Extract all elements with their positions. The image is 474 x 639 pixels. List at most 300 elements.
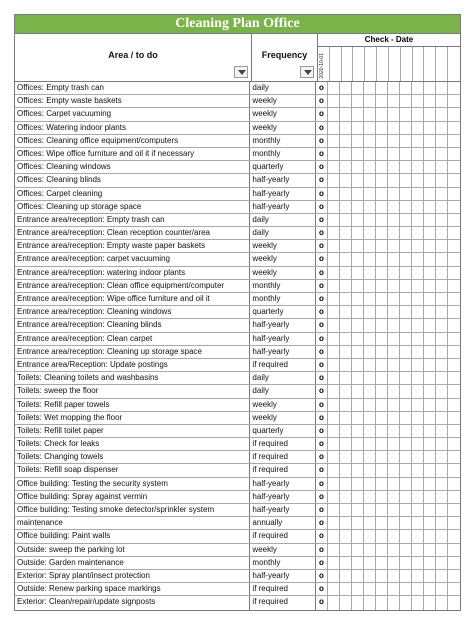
check-cell[interactable] [364, 530, 376, 542]
check-cell[interactable] [352, 399, 364, 411]
check-cell[interactable] [364, 293, 376, 305]
check-cell[interactable] [412, 122, 424, 134]
frequency-cell[interactable]: half-yearly [250, 174, 316, 186]
check-cell[interactable] [400, 240, 412, 252]
check-cell[interactable] [424, 530, 436, 542]
check-cell[interactable]: o [316, 530, 328, 542]
date-column-cell[interactable] [342, 47, 354, 81]
check-cell[interactable] [448, 451, 460, 463]
check-cell[interactable] [412, 570, 424, 582]
check-cell[interactable] [376, 544, 388, 556]
check-cell[interactable]: o [316, 570, 328, 582]
check-cell[interactable]: o [316, 557, 328, 569]
check-cell[interactable] [352, 570, 364, 582]
check-cell[interactable] [352, 201, 364, 213]
check-cell[interactable] [364, 95, 376, 107]
check-cell[interactable] [388, 201, 400, 213]
frequency-cell[interactable]: weekly [250, 399, 316, 411]
check-cell[interactable] [388, 227, 400, 239]
check-cell[interactable] [364, 201, 376, 213]
task-cell[interactable]: Offices: Cleaning up storage space [15, 201, 250, 213]
task-cell[interactable]: Entrance area/reception: Clean office equipment/computer [15, 280, 250, 292]
check-cell[interactable] [436, 319, 448, 331]
check-cell[interactable] [448, 227, 460, 239]
check-cell[interactable]: o [316, 122, 328, 134]
task-cell[interactable]: Offices: Carpet vacuuming [15, 108, 250, 120]
check-cell[interactable] [388, 451, 400, 463]
frequency-cell[interactable]: daily [250, 214, 316, 226]
frequency-cell[interactable]: weekly [250, 412, 316, 424]
check-cell[interactable] [376, 412, 388, 424]
task-cell[interactable]: Offices: Cleaning windows [15, 161, 250, 173]
check-cell[interactable] [376, 385, 388, 397]
check-cell[interactable] [412, 240, 424, 252]
frequency-cell[interactable]: if required [250, 359, 316, 371]
check-cell[interactable] [328, 517, 340, 529]
check-cell[interactable] [340, 306, 352, 318]
task-cell[interactable]: maintenance [15, 517, 250, 529]
check-cell[interactable] [328, 201, 340, 213]
check-cell[interactable] [424, 385, 436, 397]
check-cell[interactable] [364, 544, 376, 556]
check-cell[interactable] [376, 451, 388, 463]
date-column-cell[interactable] [330, 47, 342, 81]
task-cell[interactable]: Toilets: Refill paper towels [15, 399, 250, 411]
check-cell[interactable] [364, 359, 376, 371]
task-cell[interactable]: Offices: Empty trash can [15, 82, 250, 94]
check-cell[interactable] [424, 319, 436, 331]
task-cell[interactable]: Offices: Cleaning office equipment/computers [15, 135, 250, 147]
task-cell[interactable]: Entrance area/reception: Cleaning windows [15, 306, 250, 318]
task-cell[interactable]: Offices: Cleaning blinds [15, 174, 250, 186]
check-cell[interactable] [352, 359, 364, 371]
date-column-cell[interactable] [318, 47, 330, 81]
check-cell[interactable] [424, 267, 436, 279]
check-cell[interactable] [448, 596, 460, 609]
check-cell[interactable] [328, 504, 340, 516]
check-cell[interactable] [424, 583, 436, 595]
check-cell[interactable]: o [316, 372, 328, 384]
check-cell[interactable] [388, 359, 400, 371]
check-cell[interactable] [352, 161, 364, 173]
check-cell[interactable] [436, 596, 448, 609]
check-cell[interactable] [376, 280, 388, 292]
check-cell[interactable] [352, 517, 364, 529]
check-cell[interactable]: o [316, 293, 328, 305]
check-cell[interactable] [388, 530, 400, 542]
check-cell[interactable] [364, 188, 376, 200]
check-cell[interactable]: o [316, 478, 328, 490]
check-cell[interactable] [340, 82, 352, 94]
check-cell[interactable] [412, 108, 424, 120]
check-cell[interactable] [328, 530, 340, 542]
check-cell[interactable] [436, 425, 448, 437]
task-cell[interactable]: Toilets: Cleaning toilets and washbasins [15, 372, 250, 384]
check-cell[interactable] [352, 293, 364, 305]
check-cell[interactable] [340, 530, 352, 542]
check-cell[interactable] [436, 240, 448, 252]
check-cell[interactable] [364, 557, 376, 569]
check-cell[interactable] [364, 319, 376, 331]
check-cell[interactable]: o [316, 135, 328, 147]
check-cell[interactable] [424, 596, 436, 609]
check-cell[interactable] [424, 557, 436, 569]
check-cell[interactable] [448, 478, 460, 490]
check-cell[interactable] [436, 214, 448, 226]
check-cell[interactable]: o [316, 464, 328, 476]
check-cell[interactable] [352, 544, 364, 556]
frequency-cell[interactable]: monthly [250, 293, 316, 305]
check-cell[interactable] [412, 478, 424, 490]
check-cell[interactable] [412, 293, 424, 305]
check-cell[interactable] [340, 346, 352, 358]
check-cell[interactable] [340, 201, 352, 213]
check-cell[interactable] [388, 385, 400, 397]
check-cell[interactable] [340, 108, 352, 120]
check-cell[interactable] [400, 596, 412, 609]
check-cell[interactable] [328, 148, 340, 160]
check-cell[interactable] [328, 596, 340, 609]
check-cell[interactable] [328, 451, 340, 463]
check-cell[interactable] [424, 544, 436, 556]
check-cell[interactable] [400, 412, 412, 424]
check-cell[interactable] [340, 425, 352, 437]
check-cell[interactable] [436, 491, 448, 503]
check-cell[interactable] [352, 346, 364, 358]
check-cell[interactable] [424, 95, 436, 107]
check-cell[interactable] [364, 412, 376, 424]
check-cell[interactable] [364, 399, 376, 411]
check-cell[interactable] [436, 108, 448, 120]
check-cell[interactable] [340, 491, 352, 503]
check-cell[interactable] [328, 253, 340, 265]
check-cell[interactable] [328, 544, 340, 556]
check-cell[interactable] [328, 95, 340, 107]
check-cell[interactable] [448, 135, 460, 147]
check-cell[interactable] [340, 385, 352, 397]
check-cell[interactable] [412, 425, 424, 437]
check-cell[interactable] [448, 214, 460, 226]
check-cell[interactable] [388, 504, 400, 516]
check-cell[interactable] [388, 214, 400, 226]
check-cell[interactable] [436, 148, 448, 160]
check-cell[interactable]: o [316, 82, 328, 94]
task-cell[interactable]: Office building: Paint walls [15, 530, 250, 542]
check-cell[interactable] [412, 359, 424, 371]
check-cell[interactable] [376, 148, 388, 160]
frequency-cell[interactable]: half-yearly [250, 346, 316, 358]
check-cell[interactable] [376, 95, 388, 107]
check-cell[interactable] [388, 557, 400, 569]
check-cell[interactable] [400, 464, 412, 476]
check-cell[interactable] [328, 425, 340, 437]
check-cell[interactable] [436, 517, 448, 529]
task-cell[interactable]: Offices: Watering indoor plants [15, 122, 250, 134]
check-cell[interactable] [388, 280, 400, 292]
check-cell[interactable] [376, 253, 388, 265]
check-cell[interactable] [400, 438, 412, 450]
check-cell[interactable] [448, 240, 460, 252]
check-cell[interactable] [388, 425, 400, 437]
task-cell[interactable]: Entrance area/reception: Cleaning up storage space [15, 346, 250, 358]
check-cell[interactable] [376, 174, 388, 186]
check-cell[interactable] [412, 399, 424, 411]
check-cell[interactable] [412, 227, 424, 239]
check-cell[interactable] [352, 188, 364, 200]
check-cell[interactable] [376, 517, 388, 529]
check-cell[interactable] [412, 372, 424, 384]
check-cell[interactable] [340, 438, 352, 450]
check-cell[interactable] [352, 504, 364, 516]
check-cell[interactable] [424, 451, 436, 463]
check-cell[interactable] [352, 148, 364, 160]
check-cell[interactable] [376, 596, 388, 609]
check-cell[interactable] [352, 95, 364, 107]
check-cell[interactable]: o [316, 333, 328, 345]
check-cell[interactable] [352, 451, 364, 463]
frequency-cell[interactable]: half-yearly [250, 319, 316, 331]
task-cell[interactable]: Entrance area/reception: Clean carpet [15, 333, 250, 345]
check-cell[interactable] [400, 385, 412, 397]
check-cell[interactable] [376, 201, 388, 213]
check-cell[interactable] [448, 267, 460, 279]
check-cell[interactable] [436, 530, 448, 542]
task-cell[interactable]: Entrance area/reception: Cleaning blinds [15, 319, 250, 331]
frequency-cell[interactable]: weekly [250, 108, 316, 120]
check-cell[interactable] [400, 504, 412, 516]
check-cell[interactable] [400, 214, 412, 226]
task-cell[interactable]: Entrance area/reception: Empty trash can [15, 214, 250, 226]
frequency-cell[interactable]: half-yearly [250, 570, 316, 582]
check-cell[interactable] [424, 253, 436, 265]
check-cell[interactable] [448, 346, 460, 358]
check-cell[interactable] [448, 464, 460, 476]
check-cell[interactable] [448, 504, 460, 516]
check-cell[interactable]: o [316, 438, 328, 450]
frequency-cell[interactable]: if required [250, 530, 316, 542]
check-cell[interactable]: o [316, 253, 328, 265]
check-cell[interactable] [328, 491, 340, 503]
frequency-cell[interactable]: monthly [250, 135, 316, 147]
check-cell[interactable] [328, 319, 340, 331]
check-cell[interactable] [328, 240, 340, 252]
check-cell[interactable] [340, 451, 352, 463]
check-cell[interactable] [424, 504, 436, 516]
frequency-cell[interactable]: weekly [250, 240, 316, 252]
check-cell[interactable] [340, 359, 352, 371]
check-cell[interactable] [364, 161, 376, 173]
check-cell[interactable] [364, 174, 376, 186]
check-cell[interactable] [328, 412, 340, 424]
check-cell[interactable] [424, 161, 436, 173]
check-cell[interactable] [412, 148, 424, 160]
check-cell[interactable] [400, 544, 412, 556]
check-cell[interactable] [364, 504, 376, 516]
check-cell[interactable] [448, 95, 460, 107]
check-cell[interactable] [412, 491, 424, 503]
frequency-cell[interactable]: monthly [250, 148, 316, 160]
check-cell[interactable] [448, 359, 460, 371]
check-cell[interactable] [364, 372, 376, 384]
check-cell[interactable] [328, 122, 340, 134]
check-cell[interactable] [376, 583, 388, 595]
check-cell[interactable] [352, 530, 364, 542]
check-cell[interactable] [436, 267, 448, 279]
check-cell[interactable] [400, 253, 412, 265]
check-cell[interactable] [412, 464, 424, 476]
check-cell[interactable] [376, 135, 388, 147]
check-cell[interactable] [448, 438, 460, 450]
task-cell[interactable]: Toilets: Wet mopping the floor [15, 412, 250, 424]
check-cell[interactable] [328, 214, 340, 226]
check-cell[interactable]: o [316, 451, 328, 463]
check-cell[interactable] [412, 557, 424, 569]
date-column-cell[interactable] [436, 47, 448, 81]
check-cell[interactable] [388, 161, 400, 173]
task-cell[interactable]: Entrance area/Reception: Update postings [15, 359, 250, 371]
frequency-cell[interactable]: quarterly [250, 425, 316, 437]
check-cell[interactable] [364, 346, 376, 358]
check-cell[interactable] [364, 425, 376, 437]
check-cell[interactable] [424, 240, 436, 252]
check-cell[interactable] [328, 557, 340, 569]
check-cell[interactable] [436, 227, 448, 239]
check-cell[interactable] [424, 306, 436, 318]
check-cell[interactable] [436, 557, 448, 569]
check-cell[interactable] [328, 267, 340, 279]
check-cell[interactable] [388, 464, 400, 476]
frequency-cell[interactable]: weekly [250, 253, 316, 265]
check-cell[interactable] [436, 464, 448, 476]
task-cell[interactable]: Toilets: sweep the floor [15, 385, 250, 397]
check-cell[interactable] [424, 227, 436, 239]
check-cell[interactable] [448, 425, 460, 437]
check-cell[interactable]: o [316, 359, 328, 371]
check-cell[interactable] [412, 188, 424, 200]
check-cell[interactable] [436, 293, 448, 305]
check-cell[interactable]: o [316, 596, 328, 609]
check-cell[interactable] [388, 122, 400, 134]
check-cell[interactable] [388, 333, 400, 345]
check-cell[interactable]: o [316, 148, 328, 160]
check-cell[interactable] [364, 385, 376, 397]
check-cell[interactable] [328, 108, 340, 120]
frequency-cell[interactable]: annually [250, 517, 316, 529]
check-cell[interactable] [376, 372, 388, 384]
check-cell[interactable] [400, 135, 412, 147]
check-cell[interactable] [376, 214, 388, 226]
check-cell[interactable] [352, 412, 364, 424]
check-cell[interactable] [448, 306, 460, 318]
check-cell[interactable] [436, 82, 448, 94]
check-cell[interactable] [448, 82, 460, 94]
check-cell[interactable] [376, 425, 388, 437]
frequency-cell[interactable]: half-yearly [250, 491, 316, 503]
check-cell[interactable] [436, 504, 448, 516]
check-cell[interactable] [352, 464, 364, 476]
check-cell[interactable] [328, 188, 340, 200]
check-cell[interactable] [340, 596, 352, 609]
check-cell[interactable] [424, 491, 436, 503]
check-cell[interactable] [412, 412, 424, 424]
check-cell[interactable] [448, 544, 460, 556]
check-cell[interactable] [424, 280, 436, 292]
check-cell[interactable] [448, 148, 460, 160]
check-cell[interactable] [400, 333, 412, 345]
task-cell[interactable]: Offices: Wipe office furniture and oil it if necessary [15, 148, 250, 160]
check-cell[interactable] [340, 148, 352, 160]
check-cell[interactable] [388, 346, 400, 358]
check-cell[interactable] [328, 438, 340, 450]
task-cell[interactable]: Entrance area/reception: Empty waste paper baskets [15, 240, 250, 252]
check-cell[interactable] [424, 517, 436, 529]
check-cell[interactable] [328, 464, 340, 476]
check-cell[interactable] [328, 293, 340, 305]
check-cell[interactable] [388, 583, 400, 595]
frequency-cell[interactable]: if required [250, 583, 316, 595]
task-cell[interactable]: Toilets: Refill toilet paper [15, 425, 250, 437]
check-cell[interactable] [424, 412, 436, 424]
check-cell[interactable] [352, 122, 364, 134]
check-cell[interactable]: o [316, 201, 328, 213]
check-cell[interactable] [352, 253, 364, 265]
check-cell[interactable] [448, 161, 460, 173]
check-cell[interactable] [448, 188, 460, 200]
task-cell[interactable]: Entrance area/reception: Clean reception counter/area [15, 227, 250, 239]
check-cell[interactable] [448, 293, 460, 305]
check-cell[interactable] [400, 82, 412, 94]
check-cell[interactable] [424, 372, 436, 384]
check-cell[interactable] [364, 570, 376, 582]
check-cell[interactable] [340, 253, 352, 265]
check-cell[interactable] [340, 464, 352, 476]
check-cell[interactable] [400, 280, 412, 292]
check-cell[interactable] [400, 583, 412, 595]
check-cell[interactable] [352, 478, 364, 490]
check-cell[interactable]: o [316, 544, 328, 556]
check-cell[interactable] [352, 583, 364, 595]
check-cell[interactable] [388, 108, 400, 120]
check-cell[interactable] [328, 583, 340, 595]
check-cell[interactable] [388, 240, 400, 252]
task-cell[interactable]: Outside: Garden maintenance [15, 557, 250, 569]
check-cell[interactable] [424, 570, 436, 582]
check-cell[interactable] [412, 214, 424, 226]
check-cell[interactable] [448, 517, 460, 529]
check-cell[interactable] [424, 293, 436, 305]
check-cell[interactable] [352, 306, 364, 318]
check-cell[interactable] [448, 174, 460, 186]
check-cell[interactable] [340, 319, 352, 331]
frequency-cell[interactable]: quarterly [250, 161, 316, 173]
check-cell[interactable]: o [316, 319, 328, 331]
check-cell[interactable]: o [316, 583, 328, 595]
check-cell[interactable] [424, 174, 436, 186]
check-cell[interactable] [412, 306, 424, 318]
check-cell[interactable] [412, 135, 424, 147]
check-cell[interactable] [376, 333, 388, 345]
check-cell[interactable] [412, 267, 424, 279]
check-cell[interactable] [448, 530, 460, 542]
check-cell[interactable] [376, 319, 388, 331]
check-cell[interactable] [400, 161, 412, 173]
frequency-cell[interactable]: weekly [250, 122, 316, 134]
task-cell[interactable]: Office building: Testing smoke detector/sprinkler system [15, 504, 250, 516]
date-column-cell[interactable] [377, 47, 389, 81]
check-cell[interactable]: o [316, 95, 328, 107]
check-cell[interactable] [448, 108, 460, 120]
check-cell[interactable] [328, 346, 340, 358]
